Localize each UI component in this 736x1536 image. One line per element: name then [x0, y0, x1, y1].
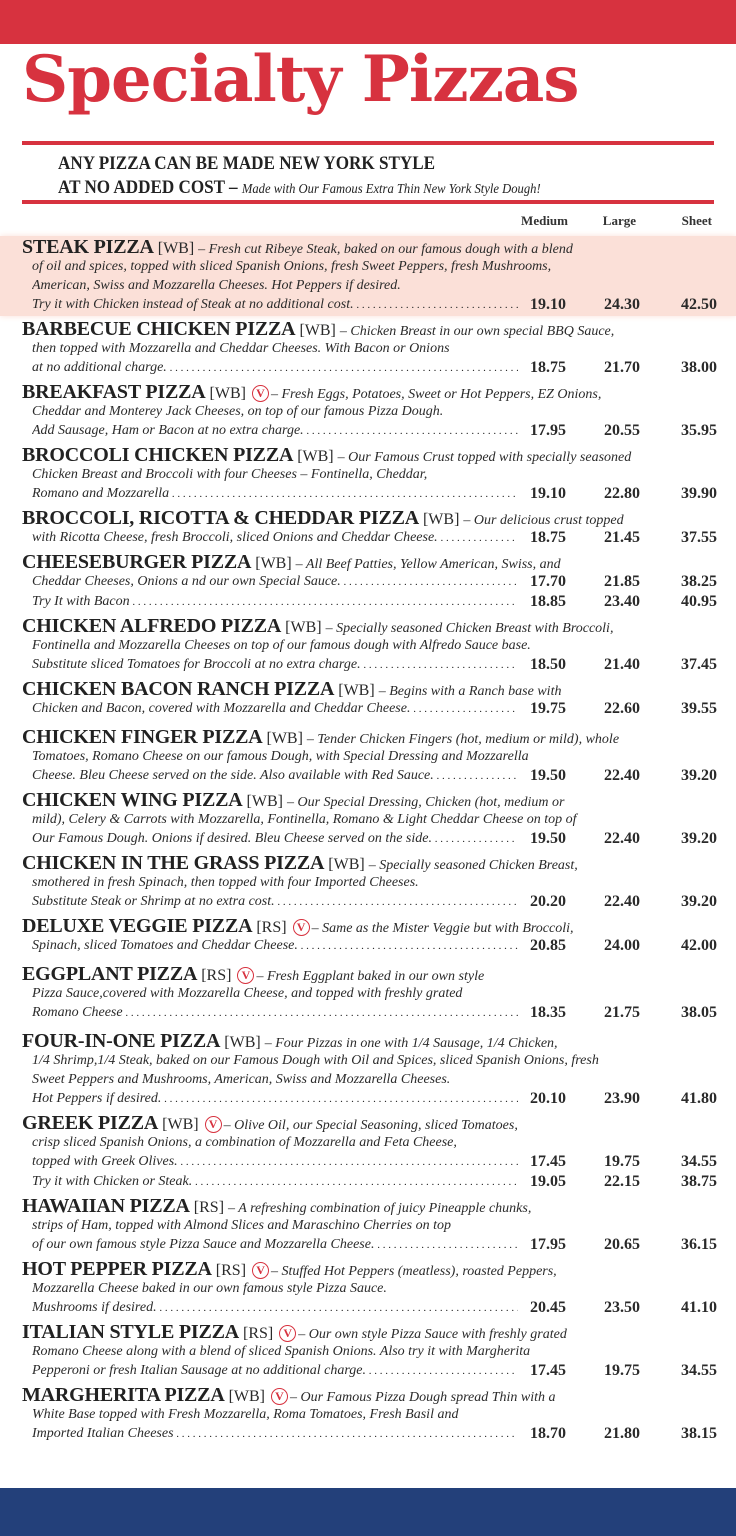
item-headline — [0, 727, 717, 747]
price-large: 22.40 — [604, 830, 640, 847]
item-line-text — [32, 339, 717, 358]
item-name: CHICKEN FINGER PIZZA — [22, 726, 263, 748]
item-line — [0, 1279, 717, 1298]
price-large: 22.80 — [604, 485, 640, 502]
vegetarian-icon: V — [252, 385, 269, 402]
item-description: – A refreshing combination of juicy Pineapple chunks, — [228, 1201, 532, 1216]
item-headline — [0, 853, 717, 873]
menu-item — [0, 963, 736, 1024]
price-large: 21.85 — [604, 573, 640, 590]
item-crust-tag: [WB] — [228, 1388, 265, 1405]
item-crust-tag: [RS] — [256, 919, 287, 936]
item-line — [0, 1152, 717, 1172]
line-text: then topped with Mozzarella and Cheddar Cheeses. With Bacon or Onions — [32, 341, 450, 356]
item-line — [0, 257, 717, 276]
item-line — [0, 484, 717, 504]
item-line — [0, 766, 717, 786]
item-crust-tag: [WB] — [297, 448, 334, 465]
item-line-text — [32, 699, 518, 719]
line-text: Romano and Mozzarella — [32, 486, 170, 501]
price-large: 23.40 — [604, 593, 640, 610]
price-medium: 19.05 — [530, 1173, 566, 1190]
item-headline — [0, 1385, 717, 1405]
line-text: White Base topped with Fresh Mozzarella, Roma Tomatoes, Fresh Basil and — [32, 1407, 459, 1422]
menu-item — [0, 236, 736, 316]
item-line-text — [32, 747, 717, 766]
item-line — [0, 1405, 717, 1424]
line-text: Try It with Bacon — [32, 594, 130, 609]
item-name: BROCCOLI, RICOTTA & CHEDDAR PIZZA — [22, 507, 419, 529]
price-medium: 19.10 — [530, 296, 566, 313]
price-medium: 18.75 — [530, 359, 566, 376]
menu-item — [0, 1258, 736, 1319]
price-sheet: 41.80 — [681, 1090, 717, 1107]
item-crust-tag: [RS] — [193, 1199, 225, 1216]
item-line — [0, 1298, 717, 1318]
vegetarian-icon: V — [271, 1388, 288, 1405]
item-crust-tag: [WB] — [266, 730, 303, 747]
item-headline — [0, 790, 717, 810]
price-sheet: 39.20 — [681, 767, 717, 784]
price-large: 24.00 — [604, 937, 640, 954]
price-medium: 17.45 — [530, 1362, 566, 1379]
price-large: 19.75 — [604, 1362, 640, 1379]
banner-line-1: ANY PIZZA CAN BE MADE NEW YORK STYLE — [58, 153, 436, 174]
item-line-text — [32, 1424, 518, 1444]
line-text: Try it with Chicken instead of Steak at no additional cost. — [32, 297, 354, 312]
menu-item — [0, 852, 736, 913]
item-crust-tag: [WB] — [328, 856, 365, 873]
banner-line-2-note: Made with Our Famous Extra Thin New York Style Dough! — [241, 182, 541, 197]
item-line-text — [32, 1216, 717, 1235]
item-line — [0, 936, 717, 956]
price-medium: 18.85 — [530, 593, 566, 610]
item-headline — [0, 552, 717, 572]
item-line-text — [32, 1235, 518, 1255]
line-text: Add Sausage, Ham or Bacon at no extra charge. — [32, 423, 304, 438]
item-line-text — [32, 1089, 518, 1109]
item-line-text — [32, 829, 518, 849]
item-line — [0, 747, 717, 766]
line-text: Substitute sliced Tomatoes for Broccoli at no extra charge. — [32, 657, 361, 672]
menu-item — [0, 318, 736, 379]
price-medium: 20.20 — [530, 893, 566, 910]
bottom-blue-bar — [0, 1488, 736, 1536]
price-sheet: 39.20 — [681, 893, 717, 910]
price-medium: 19.50 — [530, 767, 566, 784]
line-text: American, Swiss and Mozzarella Cheeses. Hot Peppers if desired. — [32, 278, 401, 293]
item-line-text — [32, 465, 717, 484]
item-headline — [0, 1322, 717, 1342]
item-crust-tag: [WB] — [285, 619, 322, 636]
line-text: Tomatoes, Romano Cheese on our famous Dough, with Special Dressing and Mozzarella — [32, 749, 529, 764]
menu-item — [0, 381, 736, 442]
item-line — [0, 421, 717, 441]
price-sheet: 38.15 — [681, 1425, 717, 1442]
item-name: ITALIAN STYLE PIZZA — [22, 1321, 240, 1343]
item-line — [0, 528, 717, 548]
price-large: 21.70 — [604, 359, 640, 376]
item-line — [0, 572, 717, 592]
item-line — [0, 1003, 717, 1023]
line-text: Hot Peppers if desired. — [32, 1091, 162, 1106]
price-sheet: 42.50 — [681, 296, 717, 313]
item-headline — [0, 1113, 717, 1133]
line-text: Pizza Sauce,covered with Mozzarella Cheese, and topped with freshly grated — [32, 986, 463, 1001]
item-line-text — [32, 810, 717, 829]
price-medium: 19.50 — [530, 830, 566, 847]
item-line — [0, 699, 717, 719]
item-line-text — [32, 1152, 518, 1172]
price-medium: 18.50 — [530, 656, 566, 673]
price-sheet: 36.15 — [681, 1236, 717, 1253]
menu-item — [0, 1112, 736, 1193]
price-medium: 20.45 — [530, 1299, 566, 1316]
item-line — [0, 1361, 717, 1381]
item-line — [0, 1133, 717, 1152]
price-large: 21.80 — [604, 1425, 640, 1442]
price-sheet: 37.55 — [681, 529, 717, 546]
item-description: – All Beef Patties, Yellow American, Swiss, and — [295, 557, 561, 572]
item-name: FOUR-IN-ONE PIZZA — [22, 1030, 221, 1052]
item-line-text — [32, 484, 518, 504]
menu-item — [0, 789, 736, 850]
item-line-text — [32, 655, 518, 675]
item-line — [0, 636, 717, 655]
item-crust-tag: [WB] — [338, 682, 375, 699]
item-line — [0, 892, 717, 912]
item-crust-tag: [RS] — [243, 1325, 274, 1342]
price-large: 23.90 — [604, 1090, 640, 1107]
new-york-style-banner — [58, 152, 541, 202]
item-description: – Specially seasoned Chicken Breast with Broccoli, — [325, 621, 614, 636]
price-large: 22.40 — [604, 767, 640, 784]
item-line — [0, 339, 717, 358]
price-medium: 19.10 — [530, 485, 566, 502]
price-medium: 20.10 — [530, 1090, 566, 1107]
line-text: Cheese. Bleu Cheese served on the side. Also available with Red Sauce. — [32, 768, 434, 783]
divider — [22, 141, 714, 145]
item-line-text — [32, 873, 717, 892]
line-text: strips of Ham, topped with Almond Slices and Maraschino Cherries on top — [32, 1218, 451, 1233]
line-text: Imported Italian Cheeses — [32, 1426, 174, 1441]
item-headline — [0, 237, 717, 257]
menu-item — [0, 444, 736, 505]
item-description: – Tender Chicken Fingers (hot, medium or mild), whole — [306, 732, 620, 747]
line-text: at no additional charge. — [32, 360, 167, 375]
item-name: HOT PEPPER PIZZA — [22, 1258, 212, 1280]
price-large: 20.55 — [604, 422, 640, 439]
line-text: Cheddar and Monterey Jack Cheeses, on top of our famous Pizza Dough. — [32, 404, 444, 419]
menu-item — [0, 615, 736, 676]
item-line-text — [32, 358, 518, 378]
item-description: – Specially seasoned Chicken Breast, — [368, 858, 578, 873]
item-line — [0, 276, 717, 295]
item-line-text — [32, 295, 518, 315]
price-sheet: 35.95 — [681, 422, 717, 439]
vegetarian-icon: V — [205, 1116, 222, 1133]
item-line — [0, 1089, 717, 1109]
price-medium: 20.85 — [530, 937, 566, 954]
item-headline — [0, 616, 717, 636]
price-medium: 17.95 — [530, 422, 566, 439]
item-description: – Our own style Pizza Sauce with freshly grated — [298, 1327, 567, 1342]
item-line-text — [32, 528, 518, 548]
line-text: with Ricotta Cheese, fresh Broccoli, sliced Onions and Cheddar Cheese. — [32, 530, 438, 545]
item-description: – Our Famous Crust topped with specially seasoned — [337, 450, 632, 465]
line-text: Our Famous Dough. Onions if desired. Bleu Cheese served on the side. — [32, 831, 432, 846]
item-line-text — [32, 1361, 518, 1381]
item-headline — [0, 964, 717, 984]
line-text: Pepperoni or fresh Italian Sausage at no additional charge. — [32, 1363, 367, 1378]
price-medium: 18.35 — [530, 1004, 566, 1021]
line-text: 1/4 Shrimp,1/4 Steak, baked on our Famous Dough with Oil and Spices, sliced Spanish Onions, fresh — [32, 1053, 599, 1068]
price-sheet: 34.55 — [681, 1362, 717, 1379]
item-line-text — [32, 1342, 717, 1361]
item-name: BROCCOLI CHICKEN PIZZA — [22, 444, 294, 466]
item-crust-tag: [WB] — [246, 793, 283, 810]
vegetarian-icon: V — [293, 919, 310, 936]
line-text: mild), Celery & Carrots with Mozzarella, Fontinella, Romano & Light Cheddar Cheese on top of — [32, 812, 577, 827]
item-line-text — [32, 984, 717, 1003]
item-line-text — [32, 892, 518, 912]
item-line — [0, 655, 717, 675]
price-large: 21.75 — [604, 1004, 640, 1021]
menu-item — [0, 915, 736, 957]
menu-item — [0, 551, 736, 613]
item-line-text — [32, 1279, 717, 1298]
price-medium: 18.70 — [530, 1425, 566, 1442]
item-line-text — [32, 592, 518, 612]
vegetarian-icon: V — [237, 967, 254, 984]
price-sheet: 38.25 — [681, 573, 717, 590]
item-line — [0, 829, 717, 849]
item-line-text — [32, 1172, 518, 1192]
item-description: – Chicken Breast in our own special BBQ Sauce, — [339, 324, 615, 339]
item-description: – Our Famous Pizza Dough spread Thin with a — [290, 1390, 556, 1405]
price-medium: 17.45 — [530, 1153, 566, 1170]
item-line-text — [32, 1003, 518, 1023]
item-headline — [0, 445, 717, 465]
item-name: CHICKEN IN THE GRASS PIZZA — [22, 852, 325, 874]
item-name: EGGPLANT PIZZA — [22, 963, 198, 985]
line-text: Chicken and Bacon, covered with Mozzarella and Cheddar Cheese. — [32, 701, 411, 716]
price-sheet: 38.00 — [681, 359, 717, 376]
price-sheet: 39.90 — [681, 485, 717, 502]
line-text: topped with Greek Olives. — [32, 1154, 178, 1169]
menu-item — [0, 1030, 736, 1110]
price-sheet: 34.55 — [681, 1153, 717, 1170]
item-line-text — [32, 402, 717, 421]
line-text: Sweet Peppers and Mushrooms, American, Swiss and Mozzarella Cheeses. — [32, 1072, 451, 1087]
price-large: 21.45 — [604, 529, 640, 546]
price-large: 22.40 — [604, 893, 640, 910]
item-description: – Four Pizzas in one with 1/4 Sausage, 1/4 Chicken, — [264, 1036, 558, 1051]
item-line — [0, 1172, 717, 1192]
item-line-text — [32, 1298, 518, 1318]
item-headline — [0, 916, 717, 936]
item-line-text — [32, 766, 518, 786]
top-red-bar — [0, 0, 736, 44]
item-name: BREAKFAST PIZZA — [22, 381, 206, 403]
price-medium: 17.70 — [530, 573, 566, 590]
item-description: – Fresh Eggs, Potatoes, Sweet or Hot Peppers, EZ Onions, — [270, 387, 602, 402]
item-line — [0, 810, 717, 829]
price-large: 23.50 — [604, 1299, 640, 1316]
menu-item — [0, 1195, 736, 1256]
item-description: – Fresh Eggplant baked in our own style — [256, 969, 485, 984]
item-name: DELUXE VEGGIE PIZZA — [22, 915, 253, 937]
line-text: Chicken Breast and Broccoli with four Cheeses – Fontinella, Cheddar, — [32, 467, 428, 482]
line-text: of our own famous style Pizza Sauce and Mozzarella Cheese. — [32, 1237, 375, 1252]
item-name: CHEESEBURGER PIZZA — [22, 551, 252, 573]
price-large: 19.75 — [604, 1153, 640, 1170]
line-text: Romano Cheese — [32, 1005, 123, 1020]
item-description: – Fresh cut Ribeye Steak, baked on our famous dough with a blend — [198, 242, 573, 257]
price-medium: 19.75 — [530, 700, 566, 717]
menu-item — [0, 507, 736, 549]
item-name: STEAK PIZZA — [22, 236, 154, 258]
item-headline — [0, 1259, 717, 1279]
item-crust-tag: [WB] — [209, 385, 246, 402]
line-text: Substitute Steak or Shrimp at no extra cost. — [32, 894, 275, 909]
menu-item — [0, 678, 736, 720]
price-sheet: 37.45 — [681, 656, 717, 673]
item-description: – Same as the Mister Veggie but with Broccoli, — [311, 921, 574, 936]
item-crust-tag: [WB] — [224, 1034, 261, 1051]
line-text: Fontinella and Mozzarella Cheeses on top of our famous dough with Alfredo Sauce base. — [32, 638, 531, 653]
price-large: 21.40 — [604, 656, 640, 673]
menu-item — [0, 1321, 736, 1382]
price-sheet: 40.95 — [681, 593, 717, 610]
line-text: of oil and spices, topped with sliced Spanish Onions, fresh Sweet Peppers, fresh Mushrooms, — [32, 259, 552, 274]
item-name: CHICKEN ALFREDO PIZZA — [22, 615, 282, 637]
item-line — [0, 1216, 717, 1235]
item-headline — [0, 319, 717, 339]
item-line-text — [32, 1051, 717, 1070]
item-headline — [0, 1031, 717, 1051]
price-sheet: 39.20 — [681, 830, 717, 847]
item-line — [0, 1424, 717, 1444]
item-line — [0, 873, 717, 892]
line-text: Try it with Chicken or Steak. — [32, 1174, 193, 1189]
item-crust-tag: [WB] — [255, 555, 292, 572]
item-description: – Olive Oil, our Special Seasoning, sliced Tomatoes, — [223, 1118, 518, 1133]
column-medium: Medium — [521, 213, 568, 228]
item-description: – Stuffed Hot Peppers (meatless), roasted Peppers, — [271, 1264, 557, 1279]
price-sheet: 41.10 — [681, 1299, 717, 1316]
item-headline — [0, 679, 717, 699]
item-description: – Our delicious crust topped — [463, 513, 624, 528]
item-crust-tag: [WB] — [157, 240, 195, 257]
item-line — [0, 984, 717, 1003]
price-sheet: 42.00 — [681, 937, 717, 954]
price-medium: 18.75 — [530, 529, 566, 546]
item-line — [0, 465, 717, 484]
item-description: – Begins with a Ranch base with — [378, 684, 562, 699]
item-line — [0, 1051, 717, 1070]
line-text: Romano Cheese along with a blend of sliced Spanish Onions. Also try it with Margherita — [32, 1344, 531, 1359]
item-crust-tag: [RS] — [201, 967, 232, 984]
menu-item — [0, 726, 736, 787]
item-line — [0, 358, 717, 378]
line-text: Cheddar Cheeses, Onions a nd our own Special Sauce. — [32, 574, 341, 589]
item-line-text — [32, 1133, 717, 1152]
line-text: Mushrooms if desired. — [32, 1300, 157, 1315]
line-text: smothered in fresh Spinach, then topped with four Imported Cheeses. — [32, 875, 419, 890]
item-line-text — [32, 572, 518, 592]
page-title: Specialty Pizzas — [22, 42, 579, 117]
item-name: BARBECUE CHICKEN PIZZA — [22, 318, 296, 340]
line-text: crisp sliced Spanish Onions, a combination of Mozzarella and Feta Cheese, — [32, 1135, 457, 1150]
line-text: Spinach, sliced Tomatoes and Cheddar Cheese. — [32, 938, 298, 953]
item-line-text — [32, 1405, 717, 1424]
pizza-menu-list — [0, 236, 736, 1447]
item-line — [0, 1235, 717, 1255]
price-medium: 17.95 — [530, 1236, 566, 1253]
item-line-text — [32, 276, 717, 295]
banner-line-2 — [58, 176, 541, 202]
divider — [22, 200, 714, 204]
item-line-text — [32, 421, 518, 441]
item-headline — [0, 1196, 717, 1216]
item-line-text — [32, 257, 717, 276]
item-name: GREEK PIZZA — [22, 1112, 159, 1134]
item-line-text — [32, 636, 717, 655]
item-headline — [0, 382, 717, 402]
column-large: Large — [602, 213, 636, 228]
item-line — [0, 402, 717, 421]
item-crust-tag: [WB] — [162, 1116, 199, 1133]
item-line — [0, 295, 717, 315]
item-name: HAWAIIAN PIZZA — [22, 1195, 190, 1217]
item-description: – Our Special Dressing, Chicken (hot, medium or — [286, 795, 565, 810]
price-sheet: 38.05 — [681, 1004, 717, 1021]
item-line-text — [32, 936, 518, 956]
vegetarian-icon: V — [279, 1325, 296, 1342]
item-line-text — [32, 1070, 717, 1089]
price-large: 22.60 — [604, 700, 640, 717]
item-name: CHICKEN BACON RANCH PIZZA — [22, 678, 335, 700]
item-line — [0, 1342, 717, 1361]
column-sheet: Sheet — [681, 213, 712, 228]
menu-item — [0, 1384, 736, 1445]
price-sheet: 39.55 — [681, 700, 717, 717]
price-sheet: 38.75 — [681, 1173, 717, 1190]
price-large: 20.65 — [604, 1236, 640, 1253]
item-crust-tag: [WB] — [299, 322, 336, 339]
line-text: Mozzarella Cheese baked in our own famous style Pizza Sauce. — [32, 1281, 387, 1296]
vegetarian-icon: V — [252, 1262, 269, 1279]
item-crust-tag: [RS] — [215, 1262, 247, 1279]
item-crust-tag: [WB] — [422, 511, 460, 528]
item-headline — [0, 508, 717, 528]
banner-line-2-bold: AT NO ADDED COST – — [58, 177, 242, 198]
price-large: 24.30 — [604, 296, 640, 313]
price-large: 22.15 — [604, 1173, 640, 1190]
item-line — [0, 1070, 717, 1089]
item-line — [0, 592, 717, 612]
item-name: MARGHERITA PIZZA — [22, 1384, 225, 1406]
item-name: CHICKEN WING PIZZA — [22, 789, 243, 811]
